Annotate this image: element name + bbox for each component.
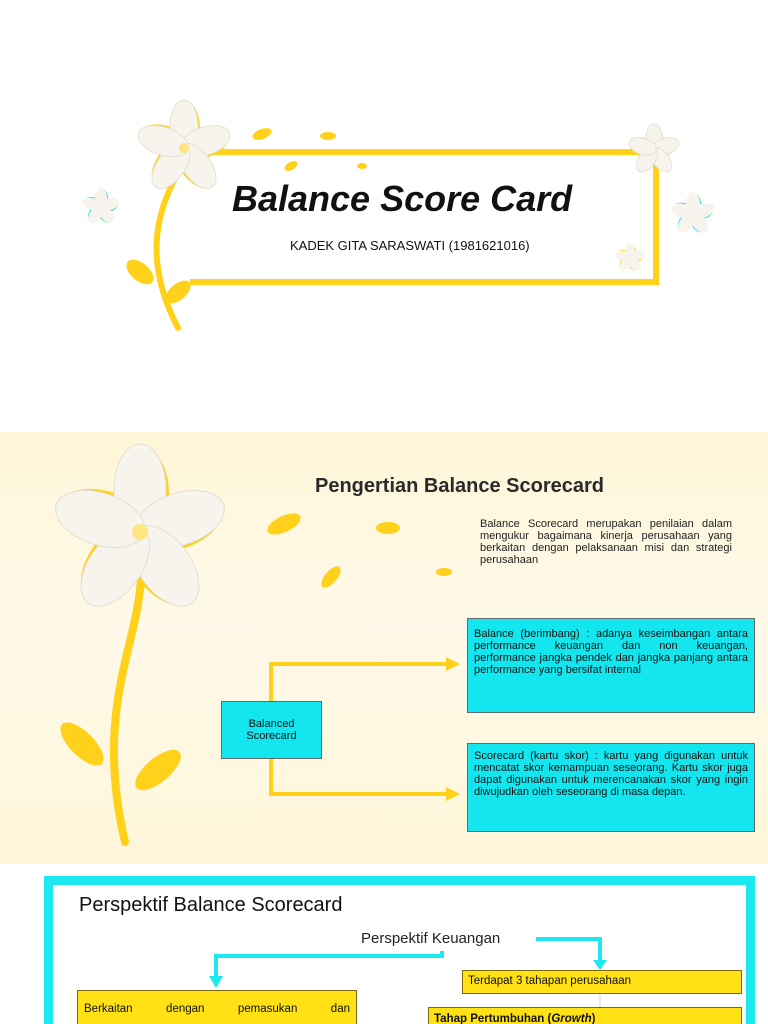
slide-title: Pengertian Balance Scorecard <box>315 475 605 497</box>
author-name: KADEK GITA SARASWATI (1981621016) <box>290 238 530 253</box>
balanced-scorecard-box: Balanced Scorecard <box>221 701 322 759</box>
pertumbuhan-box <box>428 1007 742 1024</box>
perspective-slide <box>0 864 768 1024</box>
keuangan-label: Perspektif Keuangan <box>361 930 501 947</box>
slide-title: Perspektif Balance Scorecard <box>79 894 343 916</box>
pertumbuhan-suffix: ) <box>591 1013 596 1024</box>
balance-definition-box: Balance (berimbang) : adanya keseimbangan antara performance keuangan dan non keuangan, performance jangka pendek dan jangka panjang antara performance yang bersifat internal <box>467 618 755 713</box>
berkaitan-box: Berkaitan dengan pemasukan dan <box>77 990 357 1024</box>
title-slide <box>0 0 768 432</box>
pertumbuhan-prefix: Tahap Pertumbuhan ( <box>434 1013 552 1024</box>
scorecard-definition-box: Scorecard (kartu skor) : kartu yang digunakan untuk mencatat skor kemampuan seseorang. Kartu skor juga dapat digunakan untuk merencanakan skor yang ingin diwujudkan oleh seseorang di masa depan. <box>467 743 755 832</box>
intro-text: Balance Scorecard merupakan penilaian dalam mengukur bagaimana kinerja perusahaan yang berkaitan dengan pelaksanaan misi dan strategi perusahaan <box>480 518 732 566</box>
tahapan-box: Terdapat 3 tahapan perusahaan <box>462 970 742 994</box>
definition-slide <box>0 432 768 864</box>
slide-title: Balance Score Card <box>232 178 573 219</box>
pertumbuhan-italic: Growth <box>551 1013 592 1024</box>
